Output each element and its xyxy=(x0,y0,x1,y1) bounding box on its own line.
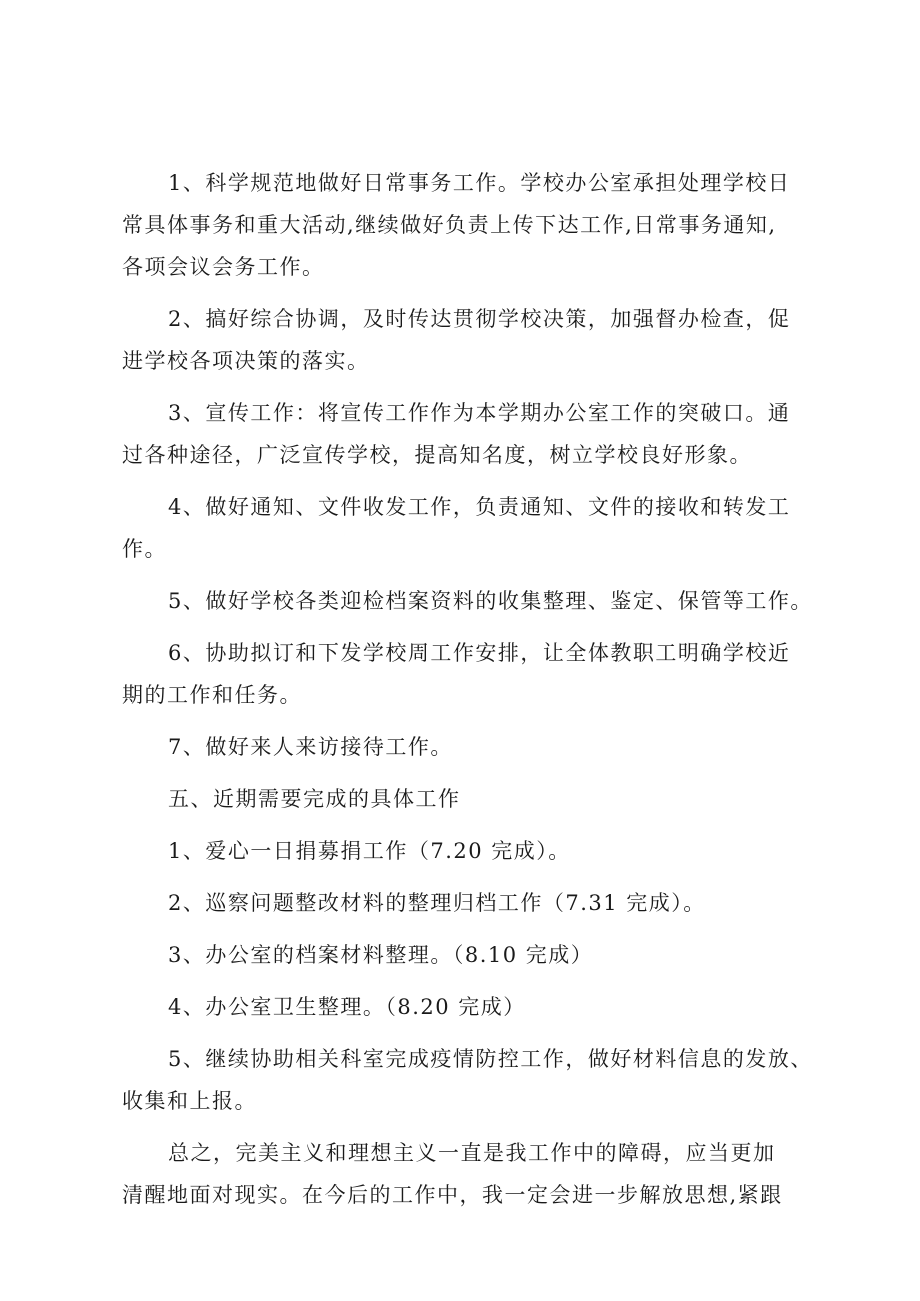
text-line: 过各种途径，广泛宣传学校，提高知名度，树立学校良好形象。 xyxy=(122,443,752,467)
text-line: 5、继续协助相关科室完成疫情防控工作，做好材料信息的发放、 xyxy=(168,1047,813,1071)
task-item-4 xyxy=(122,986,812,1028)
text-line: 期的工作和任务。 xyxy=(122,683,302,707)
text-line: 常具体事务和重大活动,继续做好负责上传下达工作,日常事务通知, xyxy=(122,213,777,237)
text-line: 3、宣传工作：将宣传工作作为本学期办公室工作的突破口。通 xyxy=(168,401,791,425)
text-line: 6、协助拟订和下发学校周工作安排，让全体教职工明确学校近 xyxy=(168,641,791,665)
text-line: 五、近期需要完成的具体工作 xyxy=(168,787,461,811)
paragraph-item-1 xyxy=(122,162,812,288)
document-body xyxy=(122,162,812,1216)
text-line: 总之，完美主义和理想主义一直是我工作中的障碍，应当更加 xyxy=(168,1141,776,1165)
text-line: 5、做好学校各类迎检档案资料的收集整理、鉴定、保管等工作。 xyxy=(168,589,813,613)
text-line: 清醒地面对现实。在今后的工作中，我一定会进一步解放思想,紧跟 xyxy=(122,1183,783,1207)
text-line: 1、科学规范地做好日常事务工作。学校办公室承担处理学校日 xyxy=(168,171,791,195)
task-item-3 xyxy=(122,934,812,976)
text-line: 作。 xyxy=(122,537,167,561)
summary-paragraph xyxy=(122,1132,812,1216)
text-line: 2、巡察问题整改材料的整理归档工作（7.31 完成）。 xyxy=(168,891,706,915)
text-line: 1、爱心一日捐募捐工作（7.20 完成）。 xyxy=(168,839,571,863)
text-line: 进学校各项决策的落实。 xyxy=(122,349,370,373)
task-item-2 xyxy=(122,882,812,924)
paragraph-item-2 xyxy=(122,298,812,382)
paragraph-item-6 xyxy=(122,632,812,716)
task-item-1 xyxy=(122,830,812,872)
section-heading xyxy=(122,778,812,820)
text-line: 3、办公室的档案材料整理。（8.10 完成） xyxy=(168,943,594,967)
text-line: 4、办公室卫生整理。（8.20 完成） xyxy=(168,995,526,1019)
text-line: 收集和上报。 xyxy=(122,1089,257,1113)
text-line: 2、搞好综合协调，及时传达贯彻学校决策，加强督办检查，促 xyxy=(168,307,791,331)
task-item-5 xyxy=(122,1038,812,1122)
text-line: 7、做好来人来访接待工作。 xyxy=(168,735,453,759)
paragraph-item-7 xyxy=(122,726,812,768)
paragraph-item-5 xyxy=(122,580,812,622)
paragraph-item-3 xyxy=(122,392,812,476)
paragraph-item-4 xyxy=(122,486,812,570)
text-line: 4、做好通知、文件收发工作，负责通知、文件的接收和转发工 xyxy=(168,495,791,519)
text-line: 各项会议会务工作。 xyxy=(122,255,325,279)
